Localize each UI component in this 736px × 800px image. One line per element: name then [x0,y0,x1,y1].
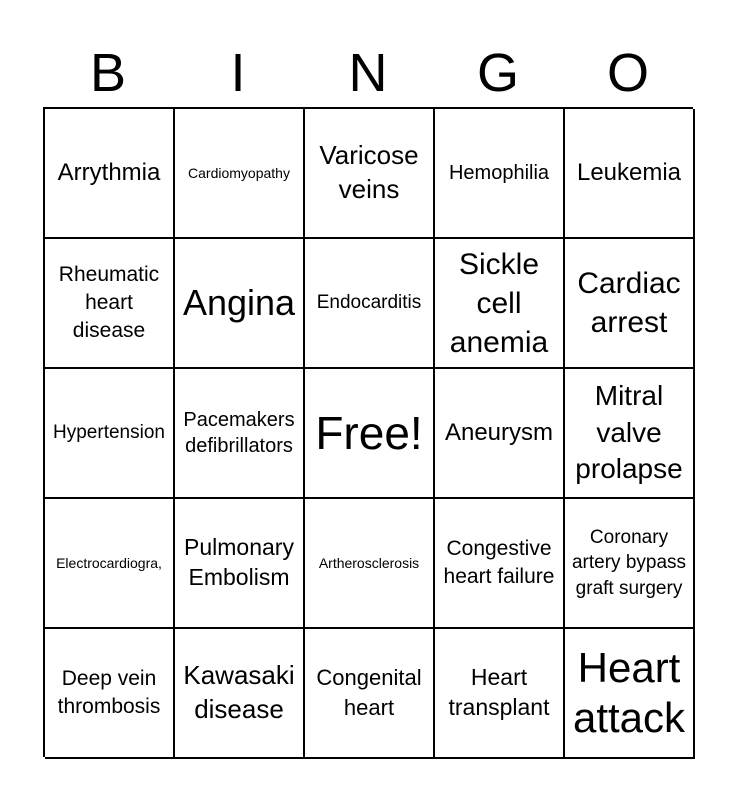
header-letter-o: O [606,43,649,103]
cell-label: Sickle cell anemia [449,247,549,359]
bingo-cell[interactable] [175,239,305,369]
header-letter-b: B [89,43,127,103]
free-cell[interactable] [305,369,435,499]
bingo-cell[interactable] [305,499,435,629]
cell-label: Pacemakers defibrillators [183,409,295,457]
header-letter-n: N [348,43,388,103]
cell-label: Mitral valve prolapse [575,380,683,485]
cell-label: Deep vein thrombosis [57,667,161,718]
bingo-cell[interactable] [175,499,305,629]
cell-label: Hemophilia [448,162,550,184]
bingo-cell[interactable] [435,499,565,629]
bingo-cell[interactable] [305,109,435,239]
cell-label: Heart transplant [448,664,550,720]
cell-label: Hypertension [53,422,165,444]
cell-label: Free! [315,406,423,459]
cell-label: Angina [182,282,296,324]
cell-label: Arrythmia [57,159,161,187]
bingo-cell[interactable] [435,369,565,499]
bingo-cell[interactable] [175,109,305,239]
cell-label: Endocarditis [316,292,422,314]
bingo-cell[interactable] [565,499,695,629]
cell-label: Heart attack [572,643,686,741]
bingo-cell[interactable] [45,369,175,499]
bingo-cell[interactable] [305,239,435,369]
cell-label: Rheumatic heart disease [58,263,160,342]
cell-label: Cardiac arrest [577,267,681,339]
cell-label: Congenital heart [316,665,422,720]
bingo-cell[interactable] [435,109,565,239]
cell-label: Artherosclerosis [318,554,420,571]
header-letter-i: I [230,43,246,103]
bingo-cell[interactable] [45,239,175,369]
bingo-cell[interactable] [435,629,565,759]
cell-label: Leukemia [576,159,682,187]
bingo-cell[interactable] [175,629,305,759]
cell-label: Cardiomyopathy [188,164,290,181]
cell-label: Varicose veins [319,140,419,204]
cell-label: Coronary artery bypass graft surgery [571,527,687,599]
bingo-header [43,40,693,106]
cell-label: Kawasaki disease [183,660,295,724]
bingo-cell[interactable] [565,629,695,759]
bingo-grid [43,107,693,757]
cell-label: Aneurysm [444,419,554,447]
cell-label: Congestive heart failure [443,537,555,588]
bingo-cell[interactable] [45,499,175,629]
bingo-cell[interactable] [565,369,695,499]
bingo-cell[interactable] [435,239,565,369]
bingo-cell[interactable] [45,629,175,759]
cell-label: Pulmonary Embolism [184,534,294,590]
header-letter-g: G [476,43,519,103]
bingo-cell[interactable] [565,239,695,369]
bingo-cell[interactable] [175,369,305,499]
bingo-cell[interactable] [45,109,175,239]
cell-label: Electrocardiogra, [56,554,162,571]
bingo-cell[interactable] [305,629,435,759]
bingo-cell[interactable] [565,109,695,239]
